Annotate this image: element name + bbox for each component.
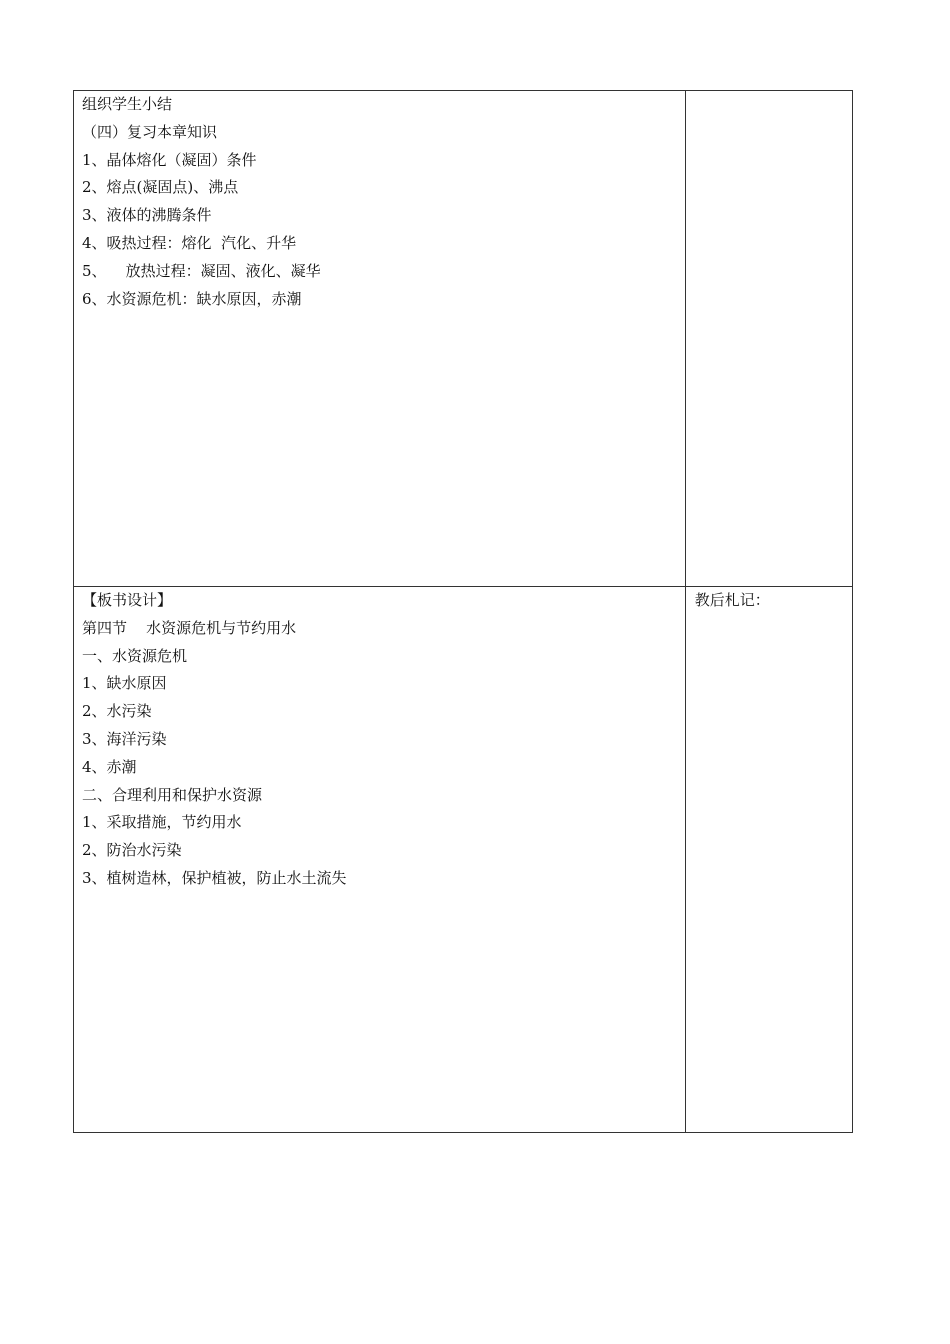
board-subheading: 一、水资源危机 [82,646,188,665]
review-heading: （四）复习本章知识 [82,122,218,141]
post-class-notes-cell [685,587,852,1133]
board-item: 2、水污染 [82,702,152,721]
board-design-row [74,587,853,1133]
summary-row [74,91,853,587]
post-class-notes-label: 教后札记： [694,591,770,609]
review-item: 4、吸热过程：熔化 汽化、升华 [82,233,297,252]
board-item: 2、防治水污染 [82,841,182,860]
summary-heading: 组织学生小结 [82,95,173,113]
board-item: 1、缺水原因 [82,674,167,693]
board-item: 1、采取措施，节约用水 [82,813,242,832]
board-subheading: 二、合理利用和保护水资源 [82,785,263,804]
review-item: 3、液体的沸腾条件 [82,206,212,225]
summary-cell [74,91,686,587]
summary-side-cell [685,91,852,587]
board-item: 3、植树造林，保护植被，防止水土流失 [82,868,347,887]
review-item: 1、晶体熔化（凝固）条件 [82,150,257,169]
lesson-plan-table [73,90,853,1133]
board-item: 4、赤潮 [82,757,137,776]
board-design-cell [74,587,686,1133]
board-design-heading: 【板书设计】 [82,591,173,609]
section-title: 第四节 水资源危机与节约用水 [82,618,297,637]
review-item: 6、水资源危机：缺水原因，赤潮 [82,289,302,308]
board-item: 3、海洋污染 [82,729,167,748]
review-item: 2、熔点(凝固点)、沸点 [82,178,239,197]
review-item: 5、 放热过程：凝固、液化、凝华 [82,261,321,280]
